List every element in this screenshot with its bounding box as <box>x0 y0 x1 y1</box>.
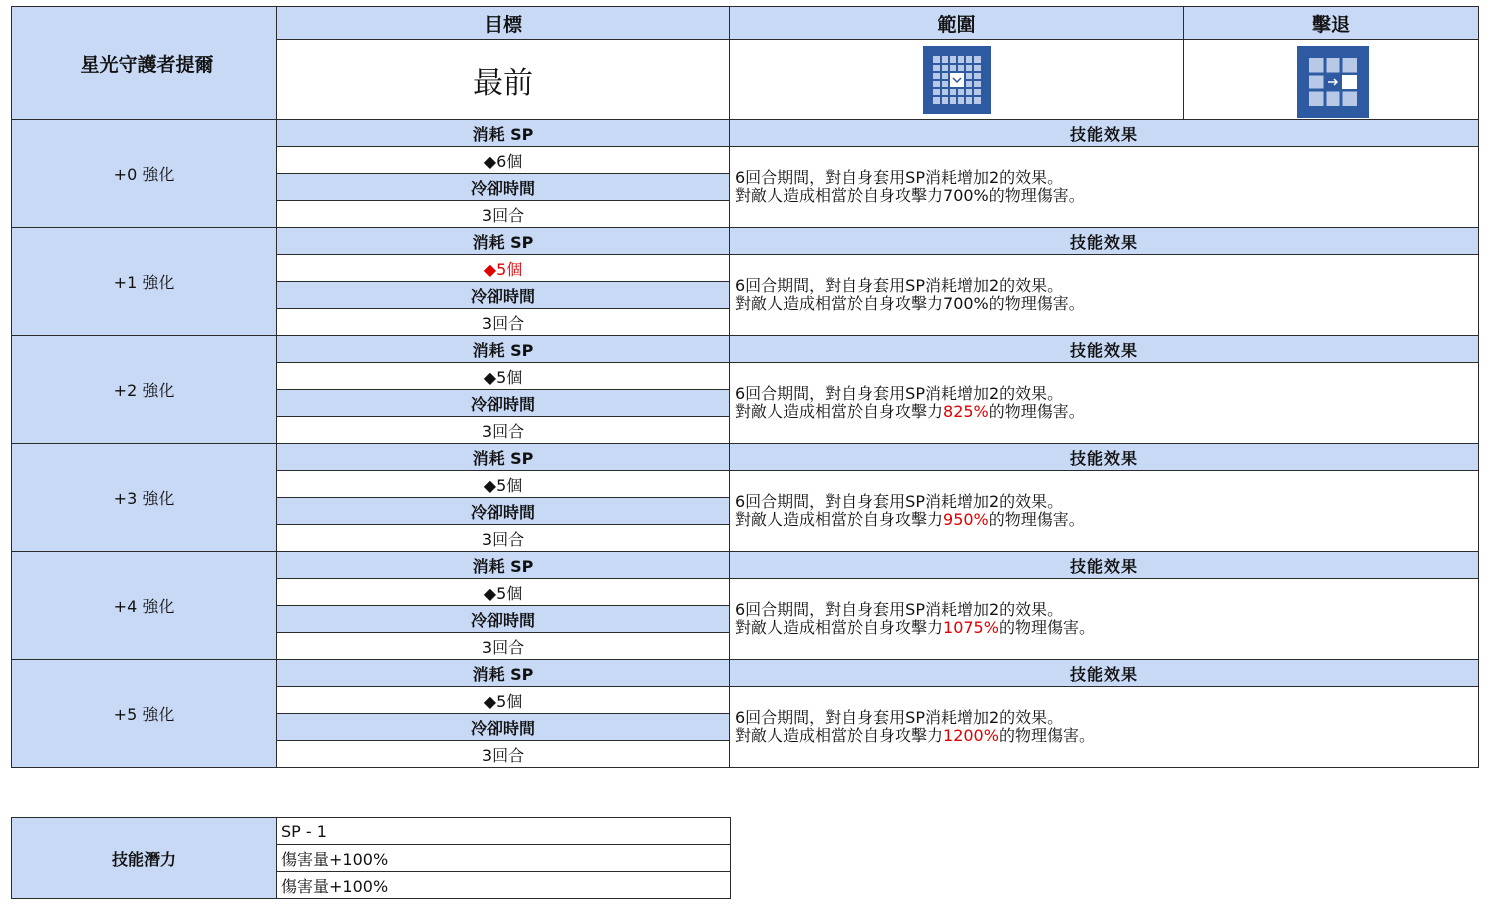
col-target-header: 目標 <box>277 7 730 40</box>
effect-line-2 <box>735 511 1478 529</box>
sp-cost-value <box>277 147 730 174</box>
effect-text <box>730 255 1479 336</box>
cooldown-value: 3回合 <box>277 741 730 768</box>
effect-line-2 <box>735 619 1478 637</box>
effect-header: 技能效果 <box>730 336 1479 363</box>
effect-line-2 <box>735 403 1478 421</box>
level-label: +5 強化 <box>12 660 277 768</box>
skill-table <box>11 6 1479 768</box>
diamond-icon: ◆ <box>483 475 497 495</box>
sp-cost-header: 消耗 SP <box>277 336 730 363</box>
effect-suffix: 的物理傷害。 <box>988 294 1085 313</box>
damage-value: 700% <box>943 294 989 313</box>
target-value: 最前 <box>277 40 730 120</box>
effect-suffix: 的物理傷害。 <box>998 726 1095 745</box>
sp-cost-value <box>277 579 730 606</box>
effect-prefix: 對敵人造成相當於自身攻擊力 <box>735 294 944 313</box>
sp-cost-count: 5個 <box>496 691 523 711</box>
potential-item: 傷害量+100% <box>277 872 731 899</box>
sp-cost-count: 5個 <box>496 367 523 387</box>
sp-cost-value <box>277 471 730 498</box>
level-label: +3 強化 <box>12 444 277 552</box>
col-range-header: 範圍 <box>730 7 1184 40</box>
level-label: +1 強化 <box>12 228 277 336</box>
effect-line-1: 6回合期間，對自身套用SP消耗增加2的效果。 <box>735 384 1064 403</box>
sp-cost-header: 消耗 SP <box>277 444 730 471</box>
cooldown-header: 冷卻時間 <box>277 498 730 525</box>
effect-suffix: 的物理傷害。 <box>988 186 1085 205</box>
effect-text <box>730 147 1479 228</box>
skill-name: 星光守護者提爾 <box>12 7 277 120</box>
effect-suffix: 的物理傷害。 <box>988 510 1085 529</box>
diamond-icon: ◆ <box>483 583 497 603</box>
effect-line-2 <box>735 727 1478 745</box>
knockback-cell <box>1184 40 1479 120</box>
cooldown-header: 冷卻時間 <box>277 282 730 309</box>
level-label: +4 強化 <box>12 552 277 660</box>
knockback-arrow-icon <box>1297 46 1365 114</box>
sp-cost-header: 消耗 SP <box>277 228 730 255</box>
sp-cost-count: 6個 <box>496 151 523 171</box>
skill-potential-table <box>11 817 731 899</box>
damage-value: 700% <box>943 186 989 205</box>
effect-line-1: 6回合期間，對自身套用SP消耗增加2的效果。 <box>735 492 1064 511</box>
effect-prefix: 對敵人造成相當於自身攻擊力 <box>735 402 944 421</box>
diamond-icon: ◆ <box>483 259 497 279</box>
potential-title: 技能潛力 <box>12 818 277 899</box>
damage-value: 1075% <box>943 618 999 637</box>
effect-header: 技能效果 <box>730 552 1479 579</box>
effect-header: 技能效果 <box>730 228 1479 255</box>
effect-suffix: 的物理傷害。 <box>998 618 1095 637</box>
diamond-icon: ◆ <box>483 367 497 387</box>
effect-text <box>730 579 1479 660</box>
cooldown-value: 3回合 <box>277 201 730 228</box>
sp-cost-count: 5個 <box>496 475 523 495</box>
level-label: +2 強化 <box>12 336 277 444</box>
cooldown-header: 冷卻時間 <box>277 606 730 633</box>
damage-value: 825% <box>943 402 989 421</box>
cooldown-value: 3回合 <box>277 633 730 660</box>
effect-line-2 <box>735 295 1478 313</box>
sp-cost-value <box>277 687 730 714</box>
potential-item: 傷害量+100% <box>277 845 731 872</box>
effect-prefix: 對敵人造成相當於自身攻擊力 <box>735 186 944 205</box>
effect-text <box>730 471 1479 552</box>
cooldown-header: 冷卻時間 <box>277 174 730 201</box>
sp-cost-header: 消耗 SP <box>277 552 730 579</box>
sp-cost-header: 消耗 SP <box>277 120 730 147</box>
effect-prefix: 對敵人造成相當於自身攻擊力 <box>735 510 944 529</box>
effect-line-1: 6回合期間，對自身套用SP消耗增加2的效果。 <box>735 276 1064 295</box>
sp-cost-count: 5個 <box>496 259 523 279</box>
effect-line-2 <box>735 187 1478 205</box>
effect-line-1: 6回合期間，對自身套用SP消耗增加2的效果。 <box>735 600 1064 619</box>
sp-cost-header: 消耗 SP <box>277 660 730 687</box>
effect-header: 技能效果 <box>730 660 1479 687</box>
effect-header: 技能效果 <box>730 120 1479 147</box>
sp-cost-value <box>277 363 730 390</box>
sp-cost-value <box>277 255 730 282</box>
sp-cost-count: 5個 <box>496 583 523 603</box>
cooldown-header: 冷卻時間 <box>277 390 730 417</box>
effect-prefix: 對敵人造成相當於自身攻擊力 <box>735 726 944 745</box>
damage-value: 950% <box>943 510 989 529</box>
cooldown-value: 3回合 <box>277 309 730 336</box>
effect-line-1: 6回合期間，對自身套用SP消耗增加2的效果。 <box>735 168 1064 187</box>
effect-text <box>730 687 1479 768</box>
effect-prefix: 對敵人造成相當於自身攻擊力 <box>735 618 944 637</box>
level-label: +0 強化 <box>12 120 277 228</box>
effect-suffix: 的物理傷害。 <box>988 402 1085 421</box>
effect-header: 技能效果 <box>730 444 1479 471</box>
effect-line-1: 6回合期間，對自身套用SP消耗增加2的效果。 <box>735 708 1064 727</box>
effect-text <box>730 363 1479 444</box>
col-knockback-header: 擊退 <box>1184 7 1479 40</box>
cooldown-value: 3回合 <box>277 525 730 552</box>
range-grid-icon <box>923 46 991 114</box>
cooldown-header: 冷卻時間 <box>277 714 730 741</box>
cooldown-value: 3回合 <box>277 417 730 444</box>
potential-item: SP - 1 <box>277 818 731 845</box>
diamond-icon: ◆ <box>483 691 497 711</box>
diamond-icon: ◆ <box>483 151 497 171</box>
damage-value: 1200% <box>943 726 999 745</box>
range-cell <box>730 40 1184 120</box>
